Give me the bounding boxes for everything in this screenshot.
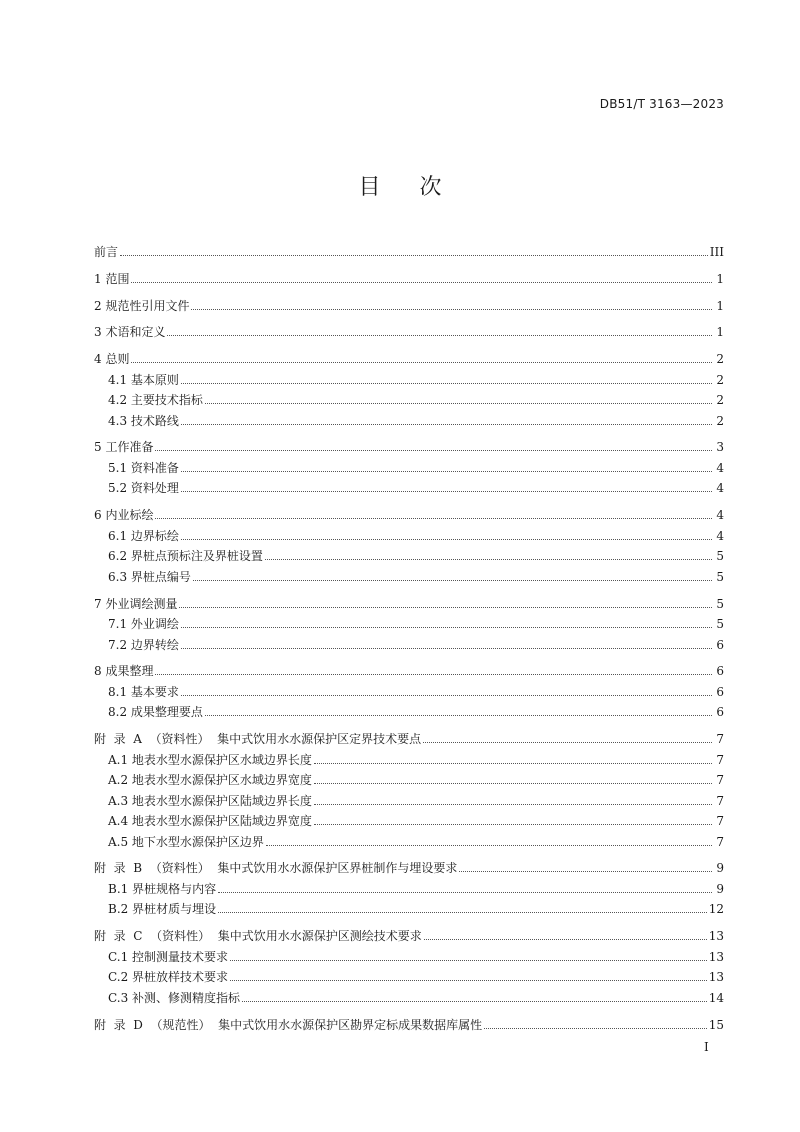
- toc-entry-page: 4: [716, 460, 724, 475]
- toc-entry-title: C.2 界桩放样技术要求: [108, 970, 229, 985]
- toc-entry[interactable]: [94, 457, 724, 478]
- toc-entry-title: 4 总则: [94, 352, 130, 367]
- toc-entry[interactable]: [94, 702, 724, 723]
- page-title: 目 次: [358, 175, 458, 200]
- toc-entry[interactable]: [94, 790, 724, 811]
- toc-entry-page: 7: [716, 814, 724, 829]
- toc-entry[interactable]: [94, 525, 724, 546]
- toc-entry-page: 15: [708, 1017, 724, 1032]
- document-code: DB51/T 3163—2023: [599, 97, 724, 111]
- toc-entry-page: 7: [716, 773, 724, 788]
- toc-entry-page: 1: [716, 298, 724, 313]
- toc-entry-page: 6: [716, 664, 724, 679]
- toc-entry-page: 2: [716, 352, 724, 367]
- toc-entry-title: 7 外业调绘测量: [94, 596, 178, 611]
- toc-leader-dots: [193, 580, 712, 581]
- toc-entry[interactable]: [94, 878, 724, 899]
- toc-entry[interactable]: [94, 946, 724, 967]
- toc-entry-title: A.1 地表水型水源保护区水域边界长度: [108, 752, 312, 767]
- toc-entry-title: C.3 补测、修测精度指标: [108, 990, 241, 1005]
- toc-leader-dots: [191, 309, 712, 310]
- toc-entry-page: 6: [716, 684, 724, 699]
- toc-entry-title: 前言: [94, 245, 119, 259]
- toc-entry-title: 8.1 基本要求: [108, 684, 179, 699]
- toc-entry-page: 6: [716, 637, 724, 652]
- toc-leader-dots: [181, 383, 712, 384]
- toc-leader-dots: [314, 804, 712, 805]
- toc-entry-page: III: [709, 245, 724, 259]
- toc-leader-dots: [314, 763, 712, 764]
- toc-entry-title: B.1 界桩规格与内容: [108, 881, 217, 896]
- toc-entry-title: 5.2 资料处理: [108, 481, 179, 496]
- toc-entry-title: 6.1 边界标绘: [108, 528, 179, 543]
- toc-entry-title: A.2 地表水型水源保护区水域边界宽度: [108, 773, 312, 788]
- toc-leader-dots: [181, 695, 712, 696]
- toc-entry-page: 7: [716, 732, 724, 747]
- toc-leader-dots: [423, 742, 712, 743]
- toc-entry-title: A.4 地表水型水源保护区陆域边界宽度: [108, 814, 312, 829]
- toc-leader-dots: [155, 450, 712, 451]
- toc-entry-page: 7: [716, 752, 724, 767]
- toc-entry-page: 9: [716, 881, 724, 896]
- toc-leader-dots: [205, 715, 712, 716]
- toc-entry[interactable]: [94, 634, 724, 655]
- toc-leader-dots: [181, 491, 712, 492]
- toc-entry-page: 5: [716, 596, 724, 611]
- toc-entry-page: 7: [716, 793, 724, 808]
- toc-entry-page: 14: [708, 990, 724, 1005]
- toc-leader-dots: [155, 674, 712, 675]
- toc-entry[interactable]: [94, 322, 724, 342]
- toc-entry-page: 2: [716, 393, 724, 408]
- toc-leader-dots: [179, 607, 712, 608]
- toc-entry-title: 7.1 外业调绘: [108, 617, 179, 632]
- toc-entry[interactable]: [94, 594, 724, 614]
- toc-entry-title: 8 成果整理: [94, 664, 154, 679]
- toc-entry-title: 4.1 基本原则: [108, 372, 179, 387]
- toc-entry-title: 附 录 B （资料性） 集中式饮用水水源保护区界桩制作与埋设要求: [94, 861, 458, 876]
- toc-entry-title: B.2 界桩材质与埋设: [108, 902, 217, 917]
- toc-entry[interactable]: [94, 899, 724, 920]
- toc-leader-dots: [242, 1001, 707, 1002]
- toc-entry[interactable]: [94, 681, 724, 702]
- toc-entry[interactable]: [94, 661, 724, 681]
- toc-entry[interactable]: [94, 749, 724, 770]
- page-number: I: [704, 1040, 709, 1054]
- toc-entry[interactable]: [94, 926, 724, 946]
- toc-leader-dots: [205, 403, 712, 404]
- toc-leader-dots: [230, 980, 707, 981]
- toc-entry[interactable]: [94, 242, 724, 262]
- toc-entry-page: 13: [708, 949, 724, 964]
- toc-entry-title: 附 录 D （规范性） 集中式饮用水水源保护区勘界定标成果数据库属性: [94, 1017, 483, 1032]
- toc-entry-page: 6: [716, 705, 724, 720]
- toc-leader-dots: [314, 824, 712, 825]
- toc-entry-title: 附 录 C （资料性） 集中式饮用水水源保护区测绘技术要求: [94, 929, 422, 944]
- toc-entry-page: 5: [716, 549, 724, 564]
- toc-leader-dots: [265, 559, 712, 560]
- toc-leader-dots: [181, 648, 712, 649]
- toc-leader-dots: [120, 255, 708, 256]
- toc-leader-dots: [459, 871, 712, 872]
- toc-entry[interactable]: [94, 546, 724, 567]
- toc-entry-title: 1 范围: [94, 271, 130, 286]
- toc-entry-page: 7: [716, 834, 724, 849]
- toc-entry-page: 1: [716, 271, 724, 286]
- toc-leader-dots: [167, 335, 712, 336]
- toc-entry[interactable]: [94, 369, 724, 390]
- toc-leader-dots: [155, 518, 712, 519]
- toc-entry[interactable]: [94, 987, 724, 1008]
- toc-leader-dots: [218, 892, 712, 893]
- toc-entry-page: 5: [716, 617, 724, 632]
- toc-entry-page: 12: [708, 902, 724, 917]
- toc-leader-dots: [181, 627, 712, 628]
- toc-entry-page: 4: [716, 481, 724, 496]
- toc-leader-dots: [181, 539, 712, 540]
- toc-leader-dots: [131, 362, 712, 363]
- toc-entry-title: 7.2 边界转绘: [108, 637, 179, 652]
- toc-leader-dots: [218, 912, 707, 913]
- toc-entry[interactable]: [94, 390, 724, 411]
- toc-entry-page: 2: [716, 372, 724, 387]
- toc-entry-title: 5.1 资料准备: [108, 460, 179, 475]
- toc-entry[interactable]: [94, 967, 724, 988]
- toc-entry-title: A.5 地下水型水源保护区边界: [108, 834, 264, 849]
- toc-entry-title: 6.3 界桩点编号: [108, 569, 191, 584]
- table-of-contents: [94, 242, 724, 1035]
- toc-entry-title: 2 规范性引用文件: [94, 298, 190, 313]
- toc-leader-dots: [266, 845, 712, 846]
- toc-entry-page: 5: [716, 569, 724, 584]
- toc-leader-dots: [230, 960, 707, 961]
- toc-entry[interactable]: [94, 505, 724, 525]
- toc-entry-title: 附 录 A （资料性） 集中式饮用水水源保护区定界技术要点: [94, 732, 422, 747]
- toc-entry[interactable]: [94, 811, 724, 832]
- toc-entry-title: 5 工作准备: [94, 440, 154, 455]
- toc-entry[interactable]: [94, 614, 724, 635]
- toc-entry[interactable]: [94, 831, 724, 852]
- toc-entry-page: 4: [716, 528, 724, 543]
- toc-entry-title: A.3 地表水型水源保护区陆域边界长度: [108, 793, 312, 808]
- toc-entry-title: 4.3 技术路线: [108, 413, 179, 428]
- toc-leader-dots: [484, 1028, 707, 1029]
- toc-entry-page: 2: [716, 413, 724, 428]
- toc-entry[interactable]: [94, 566, 724, 587]
- toc-entry-page: 4: [716, 508, 724, 523]
- toc-entry[interactable]: [94, 770, 724, 791]
- toc-leader-dots: [181, 471, 712, 472]
- toc-entry-page: 13: [708, 970, 724, 985]
- toc-entry[interactable]: [94, 729, 724, 749]
- toc-leader-dots: [314, 783, 712, 784]
- toc-entry-page: 9: [716, 861, 724, 876]
- toc-leader-dots: [131, 282, 712, 283]
- toc-entry-title: 6.2 界桩点预标注及界桩设置: [108, 549, 263, 564]
- toc-entry[interactable]: [94, 269, 724, 289]
- toc-entry-title: C.1 控制测量技术要求: [108, 949, 229, 964]
- toc-leader-dots: [181, 424, 712, 425]
- toc-entry-title: 4.2 主要技术指标: [108, 393, 203, 408]
- toc-entry-title: 8.2 成果整理要点: [108, 705, 203, 720]
- toc-entry[interactable]: [94, 349, 724, 369]
- toc-entry-title: 6 内业标绘: [94, 508, 154, 523]
- toc-entry-page: 3: [716, 440, 724, 455]
- toc-entry[interactable]: [94, 437, 724, 457]
- toc-entry-page: 13: [708, 929, 724, 944]
- toc-entry-title: 3 术语和定义: [94, 325, 166, 340]
- toc-entry[interactable]: [94, 858, 724, 878]
- toc-entry[interactable]: [94, 1015, 724, 1035]
- toc-entry[interactable]: [94, 296, 724, 316]
- toc-entry[interactable]: [94, 410, 724, 431]
- toc-leader-dots: [424, 939, 707, 940]
- toc-entry[interactable]: [94, 478, 724, 499]
- toc-entry-page: 1: [716, 325, 724, 340]
